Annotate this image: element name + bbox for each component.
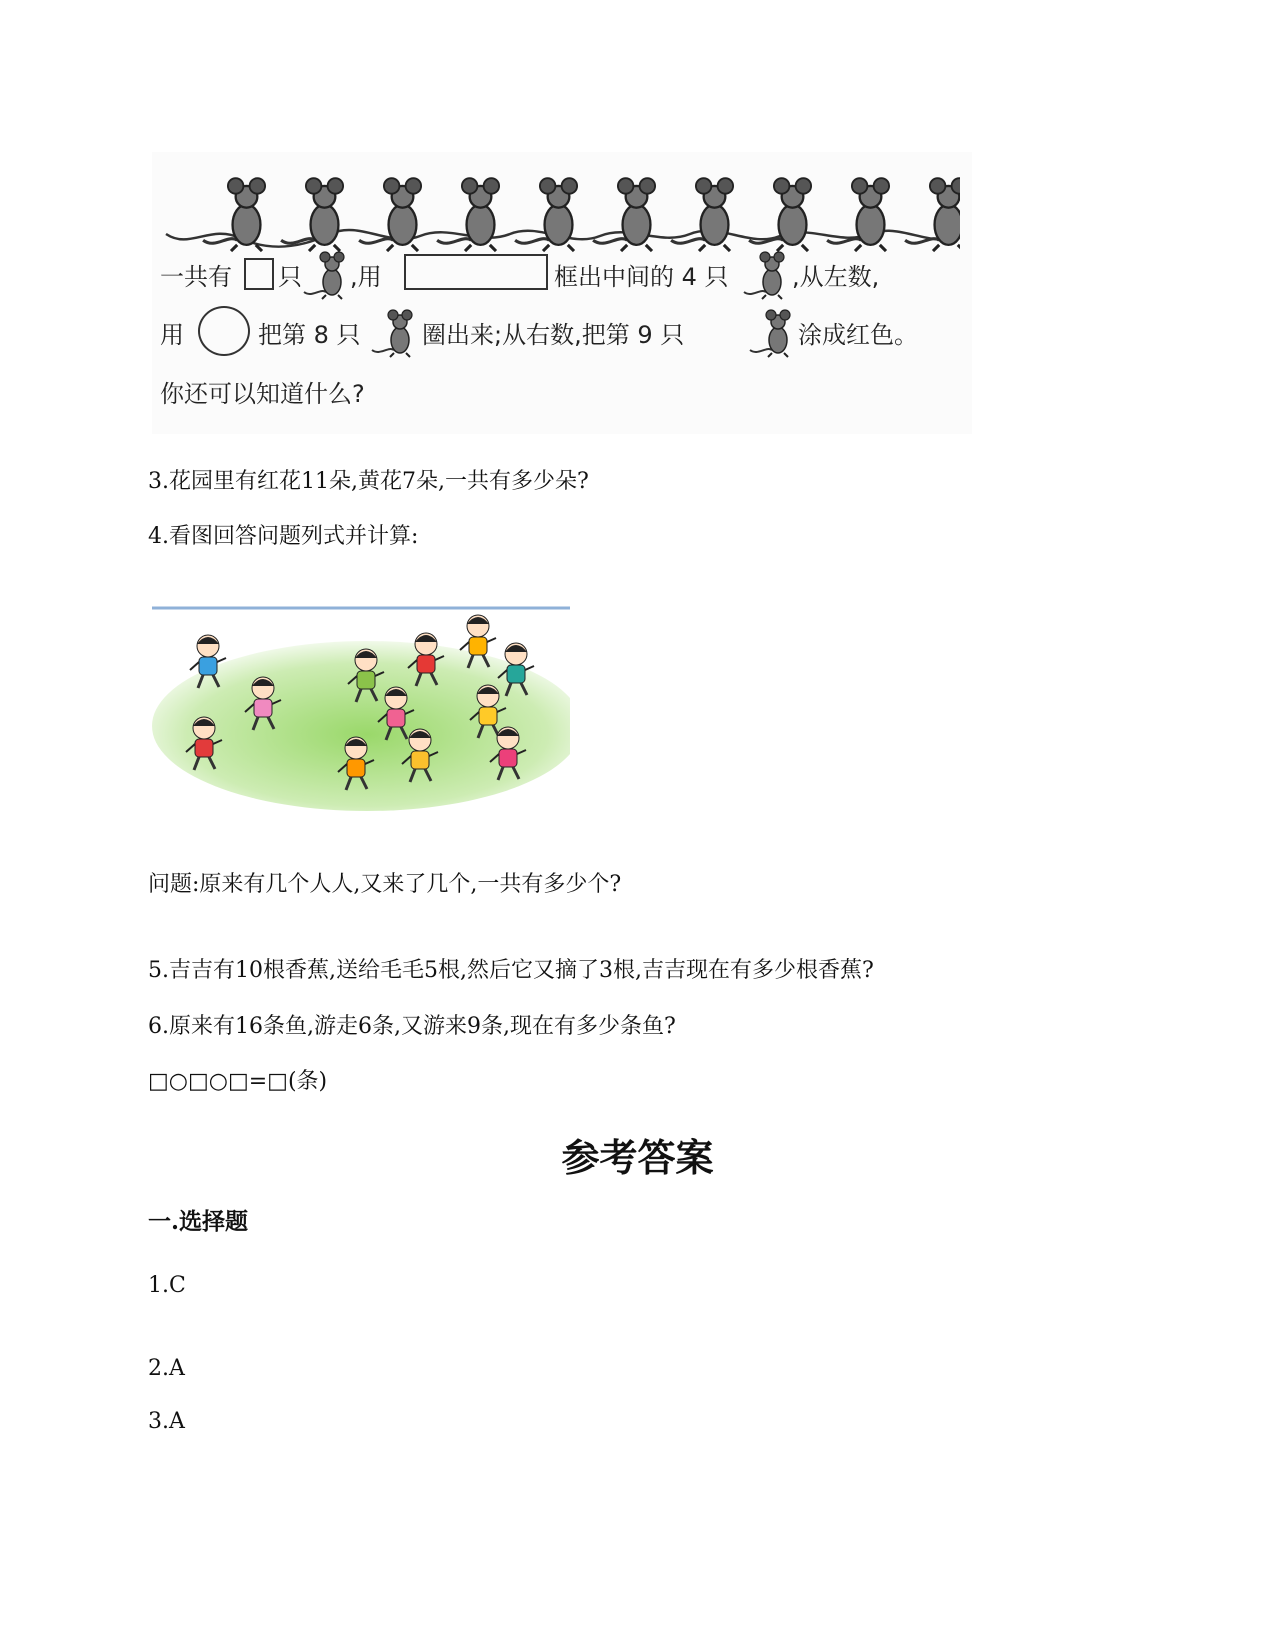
mouse-figure-6 [593, 178, 655, 251]
question-6: 6.原来有16条鱼,游走6条,又游来9条,现在有多少条鱼? [148, 1014, 676, 1039]
mouse-figure-4 [437, 178, 499, 251]
fig-line1-part1: 一共有 [160, 263, 232, 291]
answer-3: 3.A [148, 1409, 185, 1434]
section-heading: 一.选择题 [148, 1208, 249, 1235]
mouse-figure-5 [515, 178, 577, 251]
fig-line2-part1: 用 [160, 321, 184, 349]
question-6-formula: □○□○□=□(条) [148, 1069, 328, 1094]
mouse-figure-2 [281, 178, 343, 251]
fig-line1-part3: ,用 [350, 263, 382, 291]
mouse-icon [302, 248, 350, 300]
fig-line2-part3: 圈出来;从右数,把第 9 只 [422, 321, 685, 349]
answer-2: 2.A [148, 1356, 185, 1381]
question-4: 4.看图回答问题列式并计算: [148, 524, 419, 549]
mouse-icon [370, 306, 418, 358]
mouse-figure-10 [905, 178, 960, 251]
children-playing-figure [152, 606, 570, 812]
question-5: 5.吉吉有10根香蕉,送给毛毛5根,然后它又摘了3根,吉吉现在有多少根香蕉? [148, 958, 874, 983]
question-3: 3.花园里有红花11朵,黄花7朵,一共有多少朵? [148, 469, 589, 494]
mouse-figure-1 [203, 178, 265, 251]
mouse-figure-9 [827, 178, 889, 251]
mouse-row [160, 164, 960, 256]
answer-1: 1.C [148, 1273, 186, 1298]
fig-line1-part2: 只 [278, 263, 302, 291]
fig-line3: 你还可以知道什么? [160, 380, 365, 408]
fig-line2-part4: 涂成红色。 [798, 321, 918, 349]
fig-line1-part4: 框出中间的 4 只 [554, 263, 729, 291]
mouse-figure-3 [359, 178, 421, 251]
mouse-icon [748, 306, 796, 358]
blank-rectangle-box [404, 254, 548, 290]
answer-title: 参考答案 [561, 1135, 714, 1180]
mouse-figure-7 [671, 178, 733, 251]
fig-line2-part2: 把第 8 只 [258, 321, 361, 349]
mouse-counting-figure [152, 152, 972, 434]
fig-line1-part5: ,从左数, [792, 263, 880, 291]
blank-square-box [244, 258, 274, 290]
question-4-prompt: 问题:原来有几个人人,又来了几个,一共有多少个? [148, 872, 622, 897]
mouse-icon [742, 248, 790, 300]
blank-circle [198, 306, 250, 356]
